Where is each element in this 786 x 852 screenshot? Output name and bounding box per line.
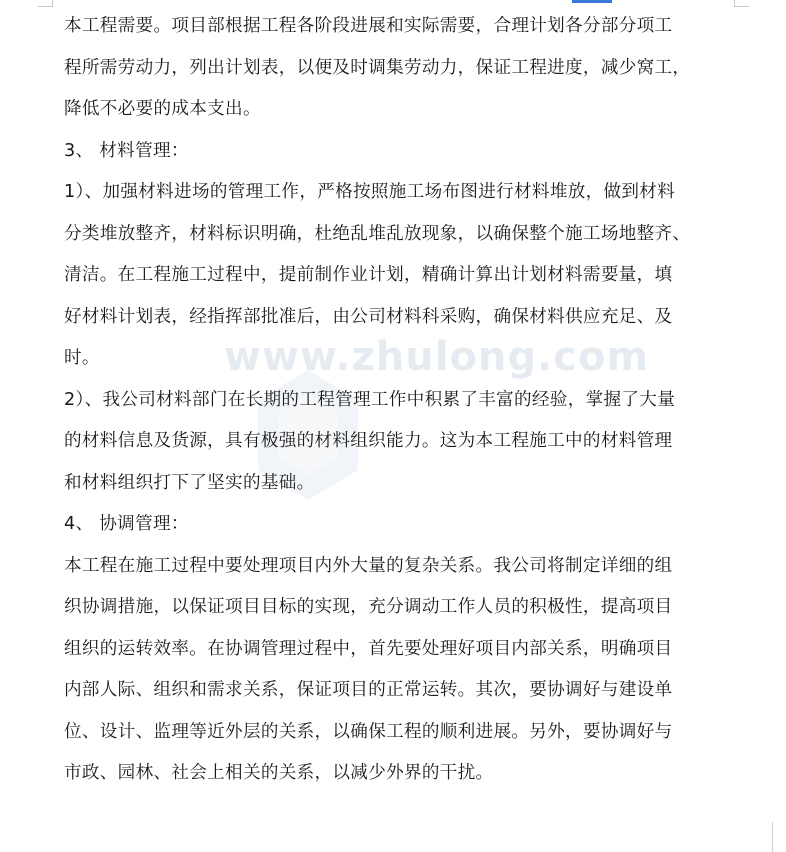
- text-line: 织协调措施，以保证项目目标的实现，充分调动工作人员的积极性，提高项目: [64, 597, 673, 617]
- crop-mark-top-left: [38, 0, 53, 7]
- text-line: 的材料信息及货源，具有极强的材料组织能力。这为本工程施工中的材料管理: [64, 431, 673, 451]
- text-line: 降低不必要的成本支出。: [64, 99, 261, 119]
- watermark-text: www.zhulong.com: [224, 334, 650, 380]
- text-line: 时。: [64, 348, 100, 368]
- text-line: 2）、我公司材料部门在长期的工程管理工作中积累了丰富的经验，掌握了大量: [64, 389, 676, 410]
- crop-mark-bottom-right: [772, 822, 783, 852]
- text-line: 本工程需要。项目部根据工程各阶段进展和实际需要，合理计划各分部分项工: [64, 16, 673, 36]
- text-line: 和材料组织打下了坚实的基础。: [64, 472, 315, 493]
- text-line: 分类堆放整齐，材料标识明确，杜绝乱堆乱放现象，以确保整个施工场地整齐、: [64, 223, 691, 244]
- crop-mark-top-right: [734, 0, 749, 7]
- text-line: 本工程在施工过程中要处理项目内外大量的复杂关系。我公司将制定详细的组: [64, 555, 673, 576]
- text-line: 组织的运转效率。在协调管理过程中，首先要处理好项目内部关系，明确项目: [64, 638, 673, 659]
- text-line: 位、设计、监理等近外层的关系，以确保工程的顺利进展。另外，要协调好与: [64, 721, 673, 742]
- text-line: 市政、园林、社会上相关的关系，以减少外界的干扰。: [64, 763, 494, 783]
- header-accent-bar: [572, 0, 612, 3]
- section-heading-materials: 3、 材料管理：: [64, 140, 189, 161]
- document-body: [64, 12, 724, 801]
- text-line: 好材料计划表，经指挥部批准后，由公司材料科采购，确保材料供应充足、及: [64, 306, 673, 327]
- text-line: 程所需劳动力，列出计划表，以便及时调集劳动力，保证工程进度，减少窝工，: [64, 57, 691, 78]
- text-line: 内部人际、组织和需求关系，保证项目的正常运转。其次，要协调好与建设单: [64, 680, 673, 700]
- text-line: 清洁。在工程施工过程中，提前制作业计划，精确计算出计划材料需要量，填: [64, 265, 673, 285]
- text-line: 1）、加强材料进场的管理工作，严格按照施工场布图进行材料堆放，做到材料: [64, 182, 676, 202]
- section-heading-coordination: 4、 协调管理：: [64, 514, 189, 534]
